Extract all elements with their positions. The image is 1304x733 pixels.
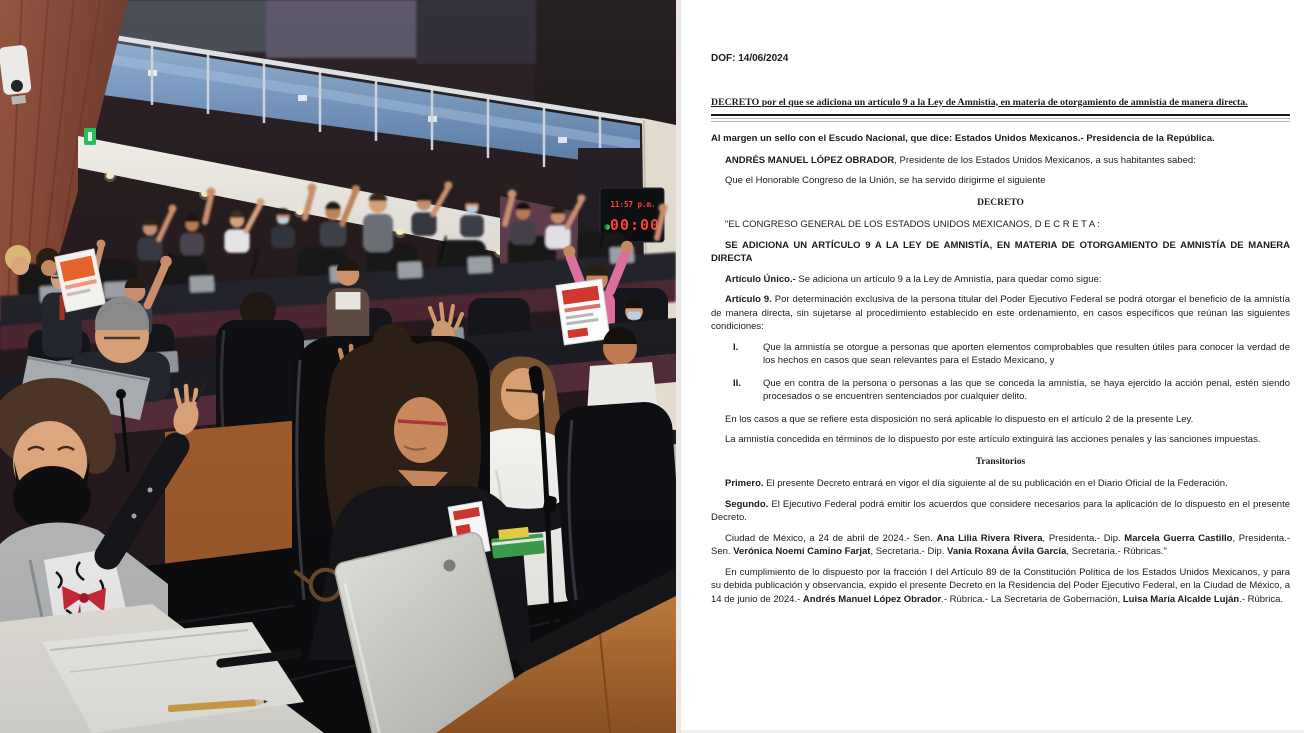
doc-block-center: Transitorios	[975, 456, 1026, 467]
list-numeral: I.	[733, 341, 739, 353]
doc-block-body: En los casos a que se refiere esta disposición no será aplicable lo dispuesto en el artículo 2 de la presente Ley.	[725, 413, 1194, 425]
doc-block-body: SE ADICIONA UN ARTÍCULO 9 A LA LEY DE AMNISTÍA, EN MATERIA DE OTORGAMIENTO DE AMNISTÍA DE MANERA DIRECTA	[711, 239, 1290, 264]
doc-block-dof: DOF: 14/06/2024	[711, 53, 789, 64]
doc-block-body: Ciudad de México, a 24 de abril de 2024.- Sen. Ana Lilia Rivera Rivera, Presidenta.- Dip. Marcela Guerra Castillo, Presidenta.- Sen. Verónica Noemí Camino Farjat, Secretaria.- Dip. Vania Roxana Ávila García, Secretaria.- Rúbricas."	[711, 532, 1291, 557]
list-numeral: II.	[733, 377, 741, 389]
doc-block-body: En cumplimiento de lo dispuesto por la fracción I del Artículo 89 de la Constitución Política de los Estados Unidos Mexicanos, y para su debida publicación y observancia, expido el presente Decreto en la Residencia del Poder Ejecutivo Federal, en la Ciudad de México, a 14 de junio de 2024.- Andrés Manuel López Obrador.- Rúbrica.- La Secretaria de Gobernación, Luisa María Alcalde Luján.- Rúbrica.	[711, 566, 1290, 605]
doc-block-body: Segundo. El Ejecutivo Federal podrá emitir los acuerdos que considere necesarios para la aplicación de lo dispuesto en el presente Decreto.	[711, 498, 1290, 523]
doc-block-margin: Al margen un sello con el Escudo Nacional, que dice: Estados Unidos Mexicanos.- Presidencia de la República.	[711, 133, 1215, 144]
doc-block-body: Artículo 9. Por determinación exclusiva de la persona titular del Poder Ejecutivo Federal se podrá otorgar el beneficio de la amnistía de manera directa, sin sujetarse al procedimiento establecido en este ordenamiento, en casos específicos que reúnan las siguientes condiciones:	[711, 294, 1290, 332]
doc-block-body: "EL CONGRESO GENERAL DE LOS ESTADOS UNIDOS MEXICANOS, D E C R E T A :	[725, 219, 1100, 230]
doc-block-body: La amnistía concedida en términos de lo dispuesto por este artículo extinguirá las acciones penales y las sanciones impuestas.	[725, 434, 1261, 445]
list-text: Que la amnistía se otorgue a personas que aporten elementos comprobables que resulten útiles para conocer la verdad de los hechos en casos que sean relevantes para el Estado Mexicano, y	[763, 341, 1290, 366]
doc-content	[711, 52, 1290, 606]
doc-block-body: Que el Honorable Congreso de la Unión, se ha servido dirigirme el siguiente	[725, 175, 1046, 186]
doc-block-list	[733, 341, 1290, 368]
doc-block-rule	[711, 118, 1290, 122]
doc-block-body: ANDRÉS MANUEL LÓPEZ OBRADOR, Presidente de los Estados Unidos Mexicanos, a sus habitantes sabed:	[725, 154, 1196, 166]
doc-block-body: Primero. El presente Decreto entrará en vigor el día siguiente al de su publicación en el Diario Oficial de la Federación.	[725, 478, 1228, 489]
dof-document-pane	[676, 0, 1304, 733]
doc-block-title: DECRETO por el que se adiciona un artículo 9 a la Ley de Amnistía, en materia de otorgamiento de amnistía de manera directa.	[711, 96, 1290, 117]
list-text: Que en contra de la persona o personas a las que se conceda la amnistía, se haya ejercido la acción penal, estén siendo procesados o se encuentren sentenciados por cualquier delito.	[763, 377, 1290, 402]
doc-block-center: DECRETO	[977, 197, 1024, 208]
doc-block-list	[733, 377, 1290, 404]
dof-document-page	[681, 0, 1304, 733]
doc-block-body: Artículo Único.- Se adiciona un artículo 9 a la Ley de Amnistía, para quedar como sigue:	[725, 273, 1102, 285]
